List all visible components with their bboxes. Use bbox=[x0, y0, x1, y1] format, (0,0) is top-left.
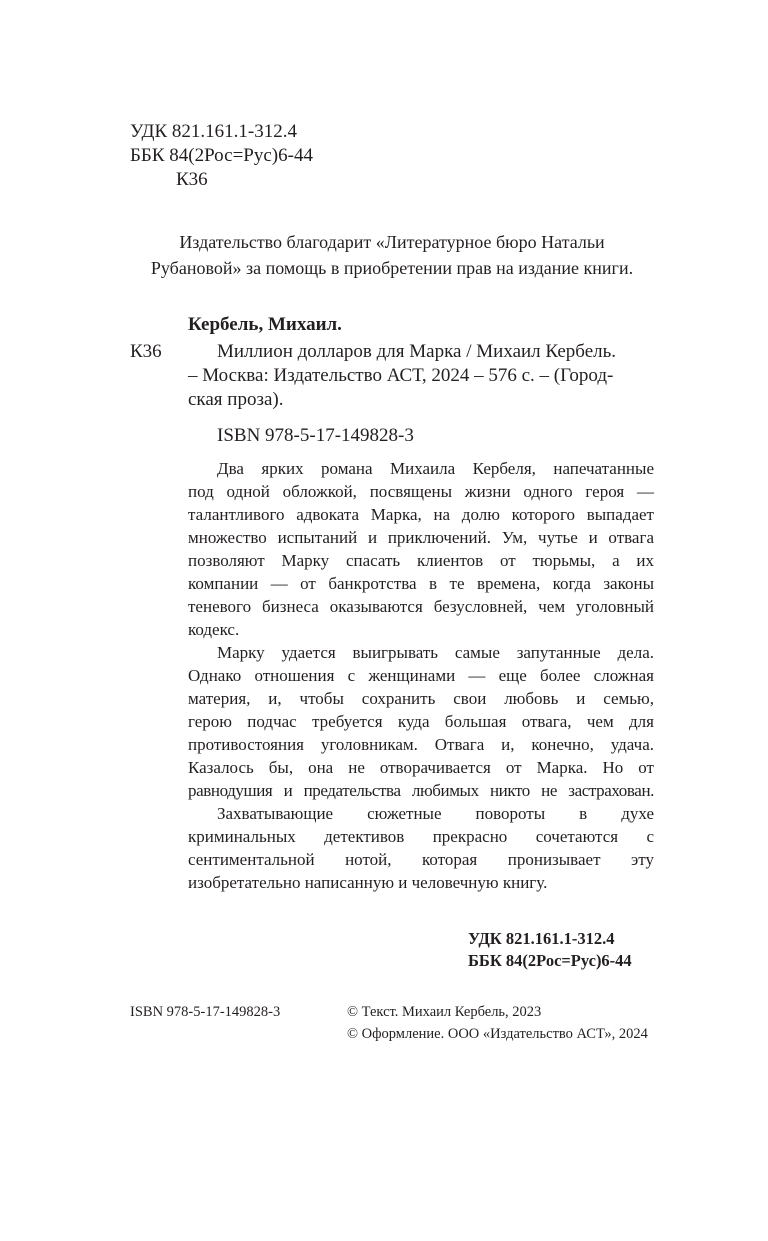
annotation-p3-line: Захватывающие сюжетные повороты в духе bbox=[217, 804, 654, 823]
author-heading: Кербель, Михаил. bbox=[188, 314, 342, 335]
annotation-p1-line: талантливого адвоката Марка, на долю которого выпадает bbox=[188, 505, 654, 524]
annotation-p2-line: Казалось бы, она не отворачивается от Марка. Но от bbox=[188, 758, 654, 777]
acknowledgement-line-2: Рубановой» за помощь в приобретении прав на издание книги. bbox=[150, 258, 634, 278]
acknowledgement-line-1: Издательство благодарит «Литературное бюро Натальи bbox=[179, 232, 605, 252]
annotation-p3-line: криминальных детективов прекрасно сочетаются с bbox=[188, 827, 654, 846]
annotation-p1-line: Два ярких романа Михаила Кербеля, напечатанные bbox=[217, 459, 654, 478]
top-udk: УДК 821.161.1-312.4 bbox=[130, 121, 297, 142]
annotation-p1-line: позволяют Марку спасать клиентов от тюрьмы, а их bbox=[188, 551, 654, 570]
annotation-p2-line: равнодушия и предательства любимых никто не застрахован. bbox=[188, 781, 654, 800]
annotation-p1-line: множество испытаний и приключений. Ум, чутье и отвага bbox=[188, 528, 654, 547]
annotation-p2-line: Марку удается выигрывать самые запутанные дела. bbox=[217, 643, 654, 662]
bibliography-line-1: Миллион долларов для Марка / Михаил Кербель. bbox=[217, 341, 617, 362]
bibliography-author-sign: К36 bbox=[130, 341, 162, 362]
classification-udk: УДК 821.161.1-312.4 bbox=[468, 929, 615, 948]
bibliography-line-2: – Москва: Издательство АСТ, 2024 – 576 с. – (Город- bbox=[188, 365, 614, 386]
footer-isbn: ISBN 978-5-17-149828-3 bbox=[130, 1004, 281, 1020]
annotation-p2-line: противостояния уголовникам. Отвага и, конечно, удача. bbox=[188, 735, 654, 754]
footer-copyright-text: © Текст. Михаил Кербель, 2023 bbox=[347, 1004, 542, 1020]
bibliography-line-3: ская проза). bbox=[188, 389, 284, 410]
footer-copyright-design: © Оформление. ООО «Издательство АСТ», 2024 bbox=[347, 1026, 648, 1042]
classification-bbk: ББК 84(2Рос=Рус)6-44 bbox=[468, 951, 632, 970]
annotation-p3-line: изобретательно написанную и человечную книгу. bbox=[188, 873, 548, 892]
top-author-sign: К36 bbox=[176, 169, 208, 190]
annotation-p2-line: герою подчас требуется куда большая отвага, чем для bbox=[188, 712, 654, 731]
annotation-p1-line: теневого бизнеса оказываются безусловней, чем уголовный bbox=[188, 597, 654, 616]
annotation-p1-line: компании — от банкротства в те времена, когда законы bbox=[188, 574, 654, 593]
annotation-p3-line: сентиментальной нотой, которая пронизывает эту bbox=[188, 850, 654, 869]
top-bbk: ББК 84(2Рос=Рус)6-44 bbox=[130, 145, 313, 166]
bibliography-isbn: ISBN 978-5-17-149828-3 bbox=[217, 425, 414, 446]
annotation-p2-line: материя, и, чтобы сохранить свои любовь и семью, bbox=[188, 689, 654, 708]
annotation-p2-line: Однако отношения с женщинами — еще более сложная bbox=[188, 666, 654, 685]
annotation-p1-line: кодекс. bbox=[188, 620, 240, 639]
annotation-p1-line: под одной обложкой, посвящены жизни одного героя — bbox=[188, 482, 654, 501]
